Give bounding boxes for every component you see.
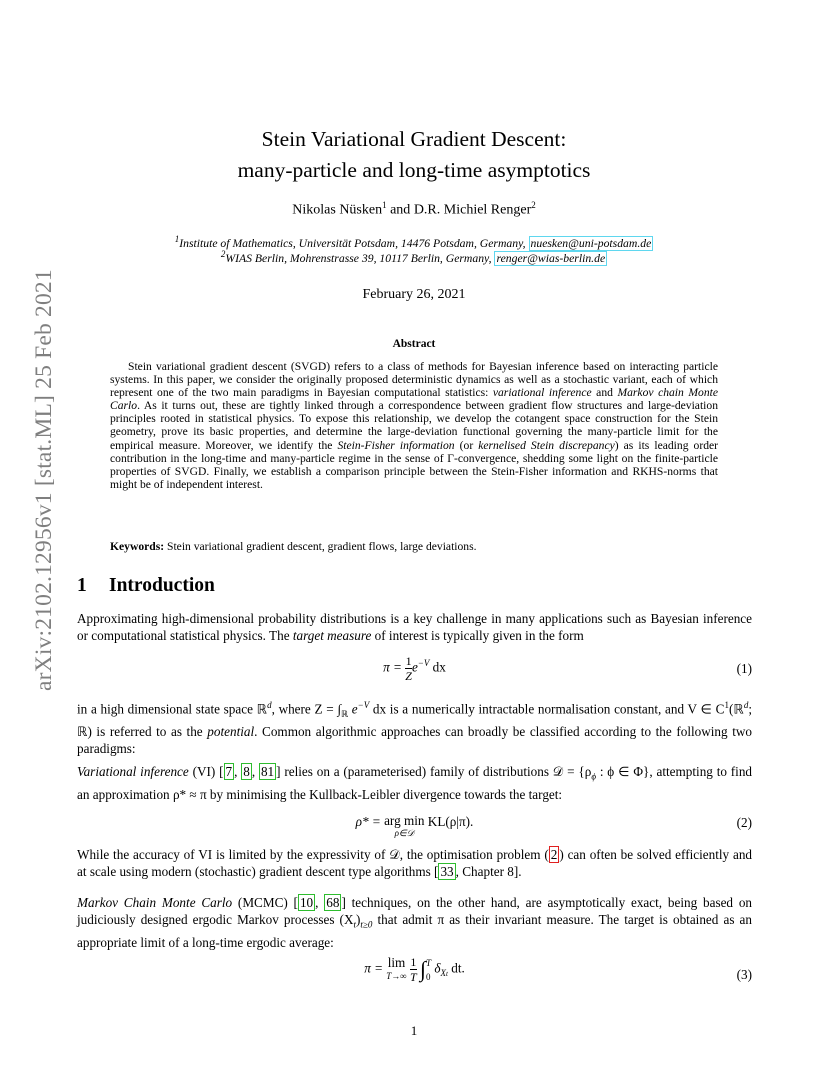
citation-68[interactable]: 68 (326, 895, 340, 910)
email-link-2[interactable]: renger@wias-berlin.de (496, 251, 606, 265)
affiliation-2-mark: 2 (220, 249, 226, 259)
paragraph-2: in a high dimensional state space ℝ$^d$, where $Z = \int_ℝ$ $e^{-V}$ dx is a numerically intractable normalisation constant, and V ∈ $C^1(ℝ^d$; ℝ) is referred to as the potential. Common algorithmic approaches can broadly be classified according to the following two paradigms: (77, 700, 752, 757)
keywords-label: Keywords: (110, 540, 165, 553)
paragraph-3: Variational inference (VI) [ 7 , 8 , 81 ] relies on a (parameterised) family of distributions 𝒟 = {$\rho_\phi$ : ϕ ∈ Φ}, attempting to find an approximation ρ* ≈ π by minimising the Kullback-Leibler divergence towards the target: (77, 764, 753, 802)
paragraph-1: Approximating high-dimensional probability distributions is a key challenge in many applications such as Bayesian inference or computational statistical physics. The target measure of interest is typically given in the form (77, 611, 752, 644)
citation-8[interactable]: 8 (243, 764, 250, 779)
affiliation-2 (0, 249, 828, 265)
equation-2-number: (2) (736, 815, 752, 830)
abstract-body: Stein variational gradient descent (SVGD) refers to a class of methods for Bayesian inference based on interacting particle systems. In this paper, we consider the originally proposed deterministic dynamics as well as a stochastic variant, each of which represent one of the two main paradigms in Bayesian computational statistics: variational inference and Markov chain Monte Carlo. As it turns out, these are tightly linked through a correspondence between gradient flow structures and large-deviation principles rooted in statistical physics. To expose this relationship, we develop the cotangent space construction for the Stein geometry, prove its basic properties, and determine the large-deviation functional governing the many-particle limit for the empirical measure. Moreover, we identify the Stein-Fisher information (or kernelised Stein discrepancy) as its leading order contribution in the long-time and many-particle regime in the sense of Γ-convergence, shedding some light on the finite-particle properties of SVGD. Finally, we establish a comparison principle between the Stein-Fisher information and RKHS-norms that might be of independent interest. (110, 360, 718, 491)
affiliation-1-text: Institute of Mathematics, Universität Potsdam, 14476 Potsdam, Germany, (179, 236, 529, 250)
paper-title-line-1: Stein Variational Gradient Descent: (261, 127, 567, 151)
author-1: Nikolas Nüsken (292, 202, 383, 218)
section-title: Introduction (109, 575, 215, 596)
section-heading (77, 575, 215, 597)
citation-7[interactable]: 7 (225, 764, 233, 779)
paper-title-line-2: many-particle and long-time asymptotics (237, 158, 591, 182)
arxiv-stamp-text: arXiv:2102.12956v1 [stat.ML] 25 Feb 2021 (31, 269, 57, 691)
author-2-affil-mark: 2 (531, 200, 536, 210)
equation-3-number: (3) (736, 967, 752, 982)
affiliation-1 (0, 234, 828, 250)
affiliation-1-mark: 1 (174, 234, 180, 244)
keywords (110, 540, 718, 553)
equation-ref-2[interactable]: 2 (550, 847, 558, 862)
affiliation-2-text: WIAS Berlin, Mohrenstrasse 39, 10117 Berlin, Germany, (225, 251, 495, 265)
abstract-heading: Abstract (392, 338, 436, 350)
paragraph-5: Markov Chain Monte Carlo (MCMC) [ 10 , 68 ] techniques, on the other hand, are asymptotically exact, being based on judiciously designed ergodic Markov processes $(X_t)_{t\ge 0}$ that admit π as their invariant measure. The target is obtained as an appropriate limit of a long-time ergodic average: (77, 895, 753, 951)
equation-1: π = $\frac{1}{Z}$ $e^{-V}$ dx (1) (383, 654, 752, 683)
equation-2: ρ* = arg min ρ∈𝒟 KL(ρ|π). (2) (355, 813, 752, 838)
authors (0, 200, 828, 219)
author-2: D.R. Michiel Renger (413, 202, 532, 218)
keywords-text: Stein variational gradient descent, gradient flows, large deviations. (164, 540, 477, 553)
citation-10[interactable]: 10 (299, 895, 314, 910)
section-number: 1 (77, 575, 87, 596)
citation-81[interactable]: 81 (260, 764, 275, 779)
paper-date: February 26, 2021 (362, 287, 466, 302)
equation-3: π = lim T→∞ $\frac{1}{T}$ ∫ T 0 $\delta_{Xt}$ dt. (3) (364, 955, 752, 984)
email-link-1[interactable]: nuesken@uni-potsdam.de (530, 236, 652, 250)
page-number: 1 (410, 1023, 418, 1038)
equation-1-number: (1) (736, 661, 752, 676)
citation-33[interactable]: 33 (440, 864, 454, 880)
paragraph-4: While the accuracy of VI is limited by the expressivity of 𝒟, the optimisation problem ( 2 ) can often be solved efficiently and at scale using modern (stochastic) gradient descent type algorithms [ 33 , Chapter 8]. (77, 847, 753, 880)
author-1-affil-mark: 1 (382, 200, 387, 210)
authors-and: and (386, 202, 414, 218)
